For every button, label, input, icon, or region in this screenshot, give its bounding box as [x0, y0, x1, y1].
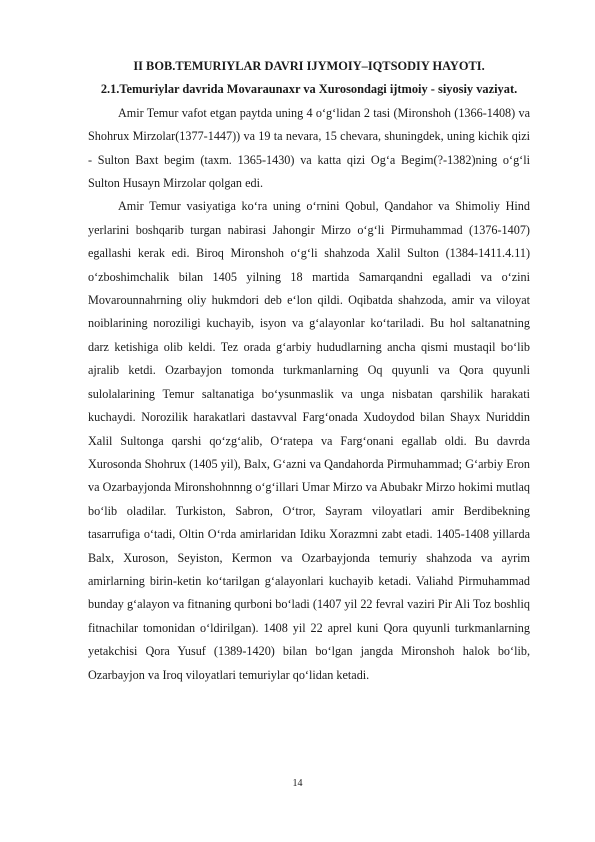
page-number: 14 [292, 778, 303, 789]
paragraph-1: Amir Temur vafot etgan paytda uning 4 o‘g‘lidan 2 tasi (Mironshoh (1366-1408) va Shohrux Mirzolar(1377-1447)) va 19 ta nevara, 15 chevara, shuningdek, uning kichik qizi - Sulton Baxt begim (taxm. 1365-1430) va katta qizi Og‘a Begim(?-1382)ning o‘g‘li Sulton Husayn Mirzolar qolgan edi. [88, 105, 530, 191]
paragraph-2: Amir Temur vasiyatiga ko‘ra uning o‘rnini Qobul, Qandahor va Shimoliy Hind yerlarini boshqarib turgan nabirasi Jahongir Mirzo o‘g‘li Pirmuhammad (1376-1407) egallashi kerak edi. Biroq Mironshoh o‘g‘li shahzoda Xalil Sulton (1384-1411.4.11) o‘zboshimchalik bilan 1405 yilning 18 martida Samarqandni egalladi va o‘zini Movarounnahrning oliy hukmdori deb e‘lon qildi. Oqibatda shahzoda, amir va viloyat noiblarining noroziligi kuchayib, isyon va g‘alayonlar ko‘tariladi. Bu hol saltanatning darz ketishiga olib keldi. Tez orada g‘arbiy hududlarning ancha qismi mustaqil bo‘lib ajralib ketdi. Ozarbayjon tomonda turkmanlarning Oq quyunli va Qora quyunli sulolalarining Temur saltanatiga bo‘ysunmaslik va unga nisbatan qarshilik harakati kuchaydi. Norozilik harakatlari dastavval Farg‘onada Xudoydod bilan Shayx Nuriddin Xalil Sultonga qarshi qo‘zg‘alib, O‘ratepa va Farg‘onani egallab oldi. Bu davrda Xurosonda Shohrux (1405 yil), Balx, G‘azni va Qandahorda Pirmuhammad; G‘arbiy Eron va Ozarbayjonda Mironshohnnng o‘g‘illari Umar Mirzo va Abubakr Mirzo hokimi mutlaq bo‘lib oladilar. Turkiston, Sabron, O‘tror, Sayram viloyatlari amir Berdibekning tasarrufiga o‘tadi, Oltin O‘rda amirlaridan Idiku Xorazmni zabt etadi. 1405-1408 yillarda Balx, Xuroson, Seyiston, Kermon va Ozarbayjonda temuriy shahzoda va ayrim amirlarning birin-ketin ko‘tarilgan g‘alayonlari kuchayib ketadi. Valiahd Pirmuhammad bunday g‘alayon va fitnaning qurboni bo‘ladi (1407 yil 22 fevral vaziri Pir Ali Toz boshliq fitnachilar tomonidan o‘ldirilgan). 1408 yil 22 aprel kuni Qora quyunli turkmanlarning yetakchisi Qora Yusuf (1389-1420) bilan bo‘lgan jangda Mironshoh halok bo‘lib, Ozarbayjon va Iroq viloyatlari temuriylar qo‘lidan ketadi. [88, 199, 530, 682]
section-title: 2.1.Temuriylar davrida Movaraunaxr va Xurosondagi ijtmoiy - siyosiy vaziyat. [100, 82, 518, 97]
document-page [88, 55, 530, 687]
chapter-title: II BOB.TEMURIYLAR DAVRI IJYMOIY–IQTSODIY HAYOTI. [133, 59, 485, 73]
